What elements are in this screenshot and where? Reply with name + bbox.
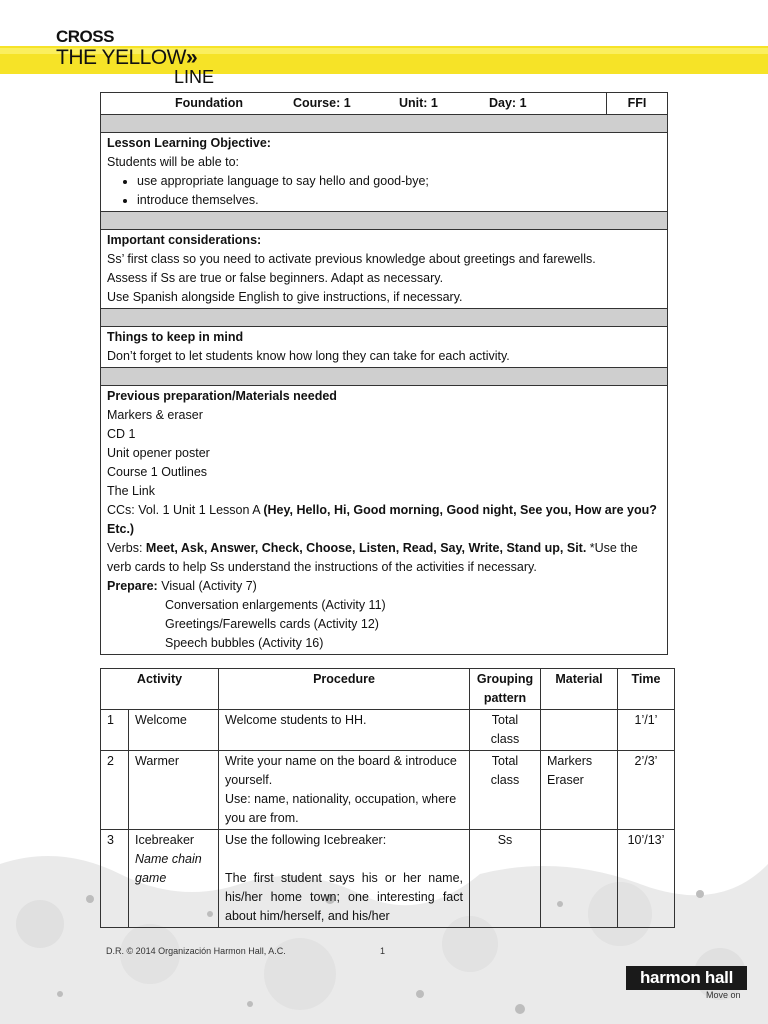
unit-label: Unit: 1 xyxy=(399,96,438,110)
harmon-hall-logo: harmon hall xyxy=(626,966,747,990)
col-grouping: Grouping pattern xyxy=(470,669,541,710)
objective-intro: Students will be able to: xyxy=(107,155,240,169)
prepare-item: Conversation enlargements (Activity 11) xyxy=(165,598,386,612)
row-grouping: Ss xyxy=(470,830,541,928)
cross-the-yellow-line-logo xyxy=(56,28,214,86)
row-time: 2’/3’ xyxy=(618,751,675,830)
materials-item: CD 1 xyxy=(107,427,136,441)
row-time: 1’/1’ xyxy=(618,710,675,751)
col-procedure: Procedure xyxy=(219,669,470,710)
row-procedure: Write your name on the board & introduce yourself. Use: name, nationality, occupation, where you are from. xyxy=(219,751,470,830)
objective-item: • use appropriate language to say hello and good-bye; xyxy=(137,172,661,191)
row-grouping: Total class xyxy=(470,710,541,751)
col-time: Time xyxy=(618,669,675,710)
tagline: Move on xyxy=(706,990,741,1000)
prepare-item: Greetings/Farewells cards (Activity 12) xyxy=(165,617,379,631)
lesson-info-table xyxy=(100,92,668,655)
row-material xyxy=(541,830,618,928)
materials-title: Previous preparation/Materials needed xyxy=(107,389,337,403)
considerations-title: Important considerations: xyxy=(107,233,262,247)
logo-line-2: THE YELLOW» xyxy=(56,46,198,69)
considerations-line: Assess if Ss are true or false beginners. Adapt as necessary. xyxy=(107,271,444,285)
logo-line-3: LINE xyxy=(174,67,215,87)
row-activity: Icebreaker Name chain game xyxy=(129,830,219,928)
activities-header-row xyxy=(101,669,675,710)
objective-section xyxy=(101,133,668,212)
separator-bar xyxy=(101,115,668,133)
row-material xyxy=(541,710,618,751)
materials-item: Markers & eraser xyxy=(107,408,203,422)
row-activity: Warmer xyxy=(129,751,219,830)
day-label: Day: 1 xyxy=(489,96,527,110)
keep-in-mind-text: Don’t forget to let students know how long they can take for each activity. xyxy=(107,349,510,363)
copyright-footer: D.R. © 2014 Organización Harmon Hall, A.C. xyxy=(106,946,286,956)
row-activity: Welcome xyxy=(129,710,219,751)
separator-bar xyxy=(101,309,668,327)
row-grouping: Total class xyxy=(470,751,541,830)
activities-table xyxy=(100,668,675,928)
keep-in-mind-section xyxy=(101,327,668,368)
prepare-item: Speech bubbles (Activity 16) xyxy=(165,636,324,650)
col-material: Material xyxy=(541,669,618,710)
objective-list xyxy=(107,172,661,210)
col-activity: Activity xyxy=(101,669,219,710)
separator-bar xyxy=(101,212,668,230)
materials-section xyxy=(101,386,668,655)
table-row xyxy=(101,751,675,830)
lesson-header-cell xyxy=(101,93,607,115)
logo-line-1: CROSS xyxy=(56,27,114,46)
objective-item: • introduce themselves. xyxy=(137,191,661,210)
row-time: 10’/13’ xyxy=(618,830,675,928)
lesson-header-row xyxy=(101,93,668,115)
prepare-line: Prepare: Visual (Activity 7) xyxy=(107,579,257,593)
materials-item: Course 1 Outlines xyxy=(107,465,208,479)
considerations-line: Use Spanish alongside English to give instructions, if necessary. xyxy=(107,290,463,304)
keep-in-mind-title: Things to keep in mind xyxy=(107,330,244,344)
verbs-line: Verbs: Meet, Ask, Answer, Check, Choose, Listen, Read, Say, Write, Stand up, Sit. *Use the verb cards to help Ss understand the instructions of the activities if necessary. xyxy=(107,541,638,574)
row-procedure: Use the following Icebreaker: The first student says his or her name, his/her home town; one interesting fact about him/herself, and his/her xyxy=(219,830,470,928)
row-procedure: Welcome students to HH. xyxy=(219,710,470,751)
separator-bar xyxy=(101,368,668,386)
row-material: Markers Eraser xyxy=(541,751,618,830)
row-number: 1 xyxy=(101,710,129,751)
level-label: Foundation xyxy=(175,96,244,110)
ccs-line: CCs: Vol. 1 Unit 1 Lesson A (Hey, Hello, Hi, Good morning, Good night, See you, How are you? Etc.) xyxy=(107,503,657,536)
row-number: 2 xyxy=(101,751,129,830)
double-chevron-icon: » xyxy=(185,46,198,69)
table-row xyxy=(101,830,675,928)
materials-item: Unit opener poster xyxy=(107,446,210,460)
objective-title: Lesson Learning Objective: xyxy=(107,136,271,150)
code-cell: FFI xyxy=(607,93,668,115)
row-number: 3 xyxy=(101,830,129,928)
course-label: Course: 1 xyxy=(293,96,351,110)
page-number: 1 xyxy=(380,946,386,956)
considerations-line: Ss’ first class so you need to activate previous knowledge about greetings and farewells. xyxy=(107,252,596,266)
materials-item: The Link xyxy=(107,484,155,498)
considerations-section xyxy=(101,230,668,309)
table-row xyxy=(101,710,675,751)
